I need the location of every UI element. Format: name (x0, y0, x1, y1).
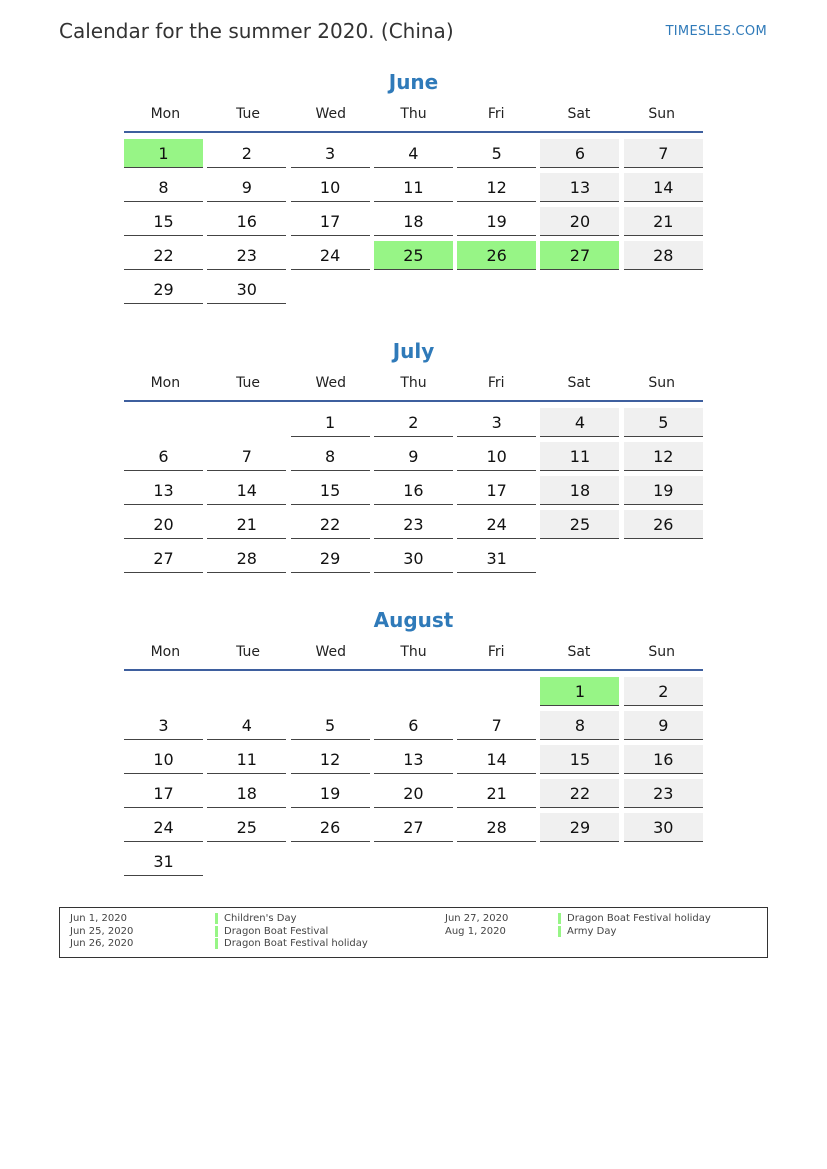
day-cell[interactable]: 8 (291, 442, 370, 471)
weekday-header (124, 367, 703, 400)
empty-cell (207, 408, 286, 437)
day-cell[interactable]: 21 (624, 207, 703, 236)
legend-row (445, 913, 711, 926)
day-cell[interactable]: 29 (540, 813, 619, 842)
day-cell[interactable]: 6 (124, 442, 203, 471)
weekday-label: Fri (487, 106, 505, 122)
day-cell[interactable]: 6 (374, 711, 453, 740)
day-grid (124, 408, 703, 573)
day-cell-holiday[interactable]: 26 (457, 241, 536, 270)
weekday-label: Mon (150, 644, 181, 660)
day-cell[interactable]: 4 (374, 139, 453, 168)
empty-cell (374, 677, 453, 706)
legend-date: Jun 26, 2020 (70, 938, 134, 949)
legend-date: Jun 27, 2020 (445, 913, 509, 924)
day-cell[interactable]: 14 (457, 745, 536, 774)
day-cell[interactable]: 17 (457, 476, 536, 505)
day-cell[interactable]: 29 (124, 275, 203, 304)
day-cell[interactable]: 22 (291, 510, 370, 539)
day-cell[interactable]: 24 (291, 241, 370, 270)
legend-date: Jun 1, 2020 (70, 913, 127, 924)
day-cell[interactable]: 19 (457, 207, 536, 236)
day-cell[interactable]: 3 (124, 711, 203, 740)
weekday-label: Sun (648, 644, 675, 660)
day-cell[interactable]: 18 (540, 476, 619, 505)
day-cell[interactable]: 15 (124, 207, 203, 236)
day-cell[interactable]: 12 (291, 745, 370, 774)
day-cell-holiday[interactable]: 27 (540, 241, 619, 270)
day-cell[interactable]: 11 (207, 745, 286, 774)
month-title: July (392, 339, 435, 363)
day-cell-holiday[interactable]: 1 (540, 677, 619, 706)
day-cell[interactable]: 3 (291, 139, 370, 168)
day-cell[interactable]: 22 (124, 241, 203, 270)
day-cell[interactable]: 14 (624, 173, 703, 202)
day-cell[interactable]: 8 (540, 711, 619, 740)
day-cell[interactable]: 16 (207, 207, 286, 236)
month-july (124, 335, 703, 573)
day-cell[interactable]: 26 (624, 510, 703, 539)
weekday-label: Wed (315, 106, 347, 122)
empty-cell (124, 677, 203, 706)
header-divider (124, 400, 703, 402)
day-cell[interactable]: 13 (374, 745, 453, 774)
day-cell[interactable]: 9 (207, 173, 286, 202)
day-cell[interactable]: 7 (207, 442, 286, 471)
day-cell[interactable]: 13 (124, 476, 203, 505)
day-cell[interactable]: 12 (457, 173, 536, 202)
day-cell[interactable]: 9 (374, 442, 453, 471)
weekday-label: Sat (567, 644, 591, 660)
day-cell[interactable]: 29 (291, 544, 370, 573)
day-cell[interactable]: 24 (124, 813, 203, 842)
legend-holiday-name: Army Day (558, 926, 616, 937)
day-cell[interactable]: 11 (374, 173, 453, 202)
month-june (124, 66, 703, 304)
day-cell[interactable]: 18 (207, 779, 286, 808)
page-title: Calendar for the summer 2020. (China) (59, 19, 454, 43)
weekday-label: Tue (236, 106, 261, 122)
day-grid (124, 139, 703, 304)
day-grid (124, 677, 703, 876)
weekday-label: Sat (567, 375, 591, 391)
day-cell[interactable]: 13 (540, 173, 619, 202)
day-cell[interactable]: 2 (624, 677, 703, 706)
legend-holiday-name: Dragon Boat Festival holiday (215, 938, 368, 949)
weekday-label: Mon (150, 106, 181, 122)
day-cell[interactable]: 19 (624, 476, 703, 505)
day-cell[interactable]: 20 (540, 207, 619, 236)
day-cell[interactable]: 31 (457, 544, 536, 573)
legend-row (445, 926, 711, 939)
empty-cell (291, 677, 370, 706)
day-cell[interactable]: 30 (207, 275, 286, 304)
day-cell[interactable]: 21 (207, 510, 286, 539)
day-cell[interactable]: 17 (124, 779, 203, 808)
day-cell[interactable]: 5 (291, 711, 370, 740)
empty-cell (207, 677, 286, 706)
day-cell[interactable]: 10 (291, 173, 370, 202)
day-cell[interactable]: 28 (207, 544, 286, 573)
legend-holiday-name: Dragon Boat Festival (215, 926, 328, 937)
legend-holiday-name: Dragon Boat Festival holiday (558, 913, 711, 924)
day-cell[interactable]: 5 (457, 139, 536, 168)
legend-date: Aug 1, 2020 (445, 925, 506, 937)
day-cell[interactable]: 15 (540, 745, 619, 774)
weekday-label: Wed (315, 375, 347, 391)
day-cell[interactable]: 8 (124, 173, 203, 202)
day-cell[interactable]: 28 (457, 813, 536, 842)
weekday-label: Tue (236, 644, 261, 660)
day-cell[interactable]: 7 (624, 139, 703, 168)
weekday-label: Thu (400, 644, 427, 660)
day-cell[interactable]: 6 (540, 139, 619, 168)
weekday-label: Thu (400, 375, 427, 391)
legend-row (70, 926, 368, 939)
day-cell[interactable]: 1 (291, 408, 370, 437)
weekday-header (124, 98, 703, 131)
weekday-label: Tue (236, 375, 261, 391)
legend-date: Jun 25, 2020 (70, 925, 134, 937)
day-cell[interactable]: 7 (457, 711, 536, 740)
day-cell[interactable]: 14 (207, 476, 286, 505)
day-cell[interactable]: 22 (540, 779, 619, 808)
day-cell[interactable]: 12 (624, 442, 703, 471)
day-cell[interactable]: 23 (624, 779, 703, 808)
day-cell[interactable]: 16 (374, 476, 453, 505)
day-cell[interactable]: 23 (374, 510, 453, 539)
day-cell[interactable]: 21 (457, 779, 536, 808)
day-cell[interactable]: 9 (624, 711, 703, 740)
legend-row (70, 913, 368, 926)
legend-row (70, 938, 368, 951)
legend-col-right (445, 913, 711, 938)
weekday-label: Fri (487, 644, 505, 660)
header-divider (124, 669, 703, 671)
day-cell[interactable]: 3 (457, 408, 536, 437)
day-cell[interactable]: 20 (124, 510, 203, 539)
day-cell[interactable]: 27 (374, 813, 453, 842)
day-cell[interactable]: 10 (124, 745, 203, 774)
month-title: June (388, 70, 439, 94)
weekday-label: Wed (315, 644, 347, 660)
day-cell[interactable]: 28 (624, 241, 703, 270)
day-cell[interactable]: 27 (124, 544, 203, 573)
day-cell[interactable]: 26 (291, 813, 370, 842)
weekday-label: Sun (648, 106, 675, 122)
month-title: August (373, 608, 454, 632)
empty-cell (124, 408, 203, 437)
weekday-header (124, 636, 703, 669)
day-cell[interactable]: 17 (291, 207, 370, 236)
day-cell[interactable]: 24 (457, 510, 536, 539)
day-cell[interactable]: 2 (374, 408, 453, 437)
weekday-label: Sat (567, 106, 591, 122)
empty-cell (457, 677, 536, 706)
day-cell[interactable]: 20 (374, 779, 453, 808)
legend-col-left (70, 913, 368, 951)
weekday-label: Thu (400, 106, 427, 122)
weekday-label: Mon (150, 375, 181, 391)
day-cell-holiday[interactable]: 25 (374, 241, 453, 270)
day-cell[interactable]: 31 (124, 847, 203, 876)
day-cell[interactable]: 4 (207, 711, 286, 740)
day-cell[interactable]: 15 (291, 476, 370, 505)
site-link[interactable]: TIMESLES.COM (665, 24, 767, 39)
day-cell[interactable]: 2 (207, 139, 286, 168)
day-cell[interactable]: 19 (291, 779, 370, 808)
day-cell[interactable]: 10 (457, 442, 536, 471)
weekday-label: Fri (487, 375, 505, 391)
day-cell[interactable]: 23 (207, 241, 286, 270)
day-cell[interactable]: 16 (624, 745, 703, 774)
day-cell[interactable]: 18 (374, 207, 453, 236)
day-cell[interactable]: 30 (624, 813, 703, 842)
month-august (124, 604, 703, 876)
day-cell-holiday[interactable]: 1 (124, 139, 203, 168)
day-cell[interactable]: 30 (374, 544, 453, 573)
day-cell[interactable]: 11 (540, 442, 619, 471)
weekday-label: Sun (648, 375, 675, 391)
day-cell[interactable]: 5 (624, 408, 703, 437)
day-cell[interactable]: 25 (207, 813, 286, 842)
legend-holiday-name: Children's Day (215, 913, 297, 924)
holiday-legend (59, 907, 768, 958)
day-cell[interactable]: 25 (540, 510, 619, 539)
header-divider (124, 131, 703, 133)
day-cell[interactable]: 4 (540, 408, 619, 437)
